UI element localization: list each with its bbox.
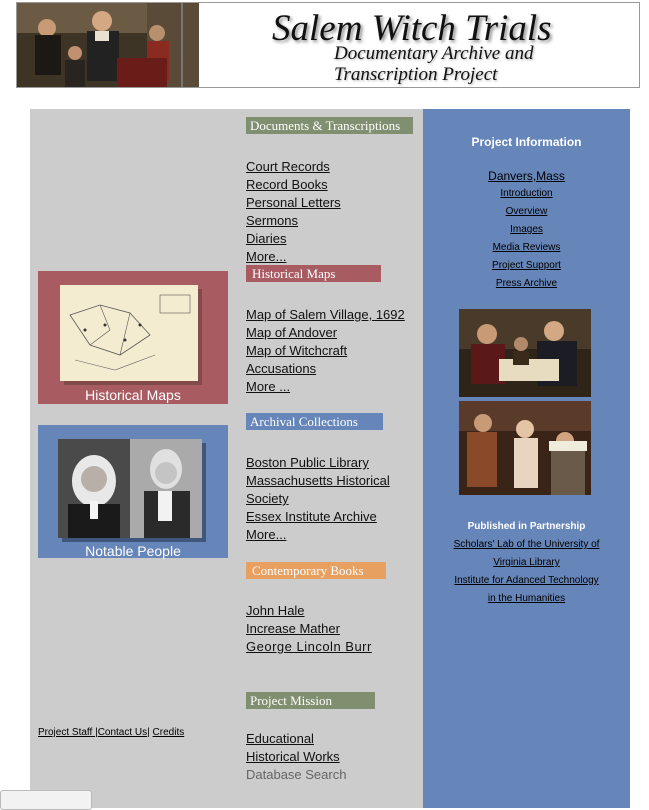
mission-link-list bbox=[246, 730, 346, 784]
increase-mather-link[interactable]: Increase Mather bbox=[246, 621, 340, 636]
notable-people-tile[interactable] bbox=[38, 425, 228, 558]
maps-link-list bbox=[246, 306, 405, 396]
contact-us-link[interactable]: Contact Us bbox=[97, 727, 148, 738]
map-andover-link[interactable]: Map of Andover bbox=[246, 325, 338, 340]
archival-more-link[interactable]: More... bbox=[246, 527, 287, 542]
historical-works-link[interactable]: Historical Works bbox=[246, 749, 340, 764]
header-painting-image bbox=[17, 3, 199, 87]
massachusetts-historical-link[interactable]: Massachusetts Historical bbox=[246, 473, 390, 488]
footer-separator: | bbox=[95, 727, 98, 738]
court-records-link[interactable]: Court Records bbox=[246, 159, 330, 174]
project-info-links bbox=[423, 167, 630, 293]
essex-institute-link[interactable]: Essex Institute Archive bbox=[246, 509, 377, 524]
virginia-library-link[interactable]: Virginia Library bbox=[493, 557, 560, 568]
sermons-link[interactable]: Sermons bbox=[246, 213, 299, 228]
accusation-painting-image bbox=[459, 401, 591, 495]
humanities-link[interactable]: in the Humanities bbox=[487, 593, 566, 604]
site-title: Salem Witch Trials bbox=[272, 8, 552, 49]
site-header bbox=[16, 2, 640, 88]
personal-letters-link[interactable]: Personal Letters bbox=[246, 195, 341, 210]
trial-painting-image bbox=[459, 309, 591, 397]
images-link[interactable]: Images bbox=[510, 224, 543, 235]
diaries-link[interactable]: Diaries bbox=[246, 231, 287, 246]
historical-maps-tile[interactable] bbox=[38, 271, 228, 404]
overview-link[interactable]: Overview bbox=[505, 206, 548, 217]
mission-section-header: Project Mission bbox=[246, 692, 375, 709]
books-section-header: Contemporary Books bbox=[246, 562, 386, 579]
maps-section-header: Historical Maps bbox=[246, 265, 381, 282]
horizontal-scrollbar[interactable] bbox=[0, 790, 92, 810]
books-link-list bbox=[246, 602, 372, 656]
press-archive-link[interactable]: Press Archive bbox=[495, 278, 558, 289]
project-support-link[interactable]: Project Support bbox=[492, 260, 561, 271]
george-lincoln-burr-link[interactable]: George Lincoln Burr bbox=[246, 639, 372, 654]
archival-section-header: Archival Collections bbox=[246, 413, 383, 430]
project-information-title: Project Information bbox=[471, 135, 582, 149]
archival-link-list bbox=[246, 454, 390, 544]
notable-people-caption[interactable]: Notable People bbox=[85, 543, 181, 559]
record-books-link[interactable]: Record Books bbox=[246, 177, 328, 192]
credits-link[interactable]: Credits bbox=[152, 727, 185, 738]
documents-link-list bbox=[246, 158, 341, 266]
database-search-text: Database Search bbox=[246, 767, 347, 782]
partnership-title: Published in Partnership bbox=[467, 521, 586, 532]
portraits-thumbnail-image bbox=[58, 439, 206, 542]
documents-more-link[interactable]: More... bbox=[246, 249, 287, 264]
educational-link[interactable]: Educational bbox=[246, 731, 314, 746]
introduction-link[interactable]: Introduction bbox=[500, 188, 553, 199]
site-subtitle-line1: Documentary Archive and bbox=[334, 43, 534, 64]
accusations-link[interactable]: Accusations bbox=[246, 361, 317, 376]
society-link[interactable]: Society bbox=[246, 491, 289, 506]
footer-separator: | bbox=[147, 727, 150, 738]
project-staff-link[interactable]: Project Staff bbox=[38, 727, 96, 738]
map-thumbnail-image bbox=[60, 285, 202, 385]
john-hale-link[interactable]: John Hale bbox=[246, 603, 305, 618]
documents-section-header: Documents & Transcriptions bbox=[246, 117, 413, 134]
iath-link[interactable]: Institute for Adanced Technology bbox=[454, 575, 599, 586]
scholars-lab-link[interactable]: Scholars' Lab of the University of bbox=[453, 539, 600, 550]
historical-maps-caption[interactable]: Historical Maps bbox=[85, 387, 181, 403]
media-reviews-link[interactable]: Media Reviews bbox=[492, 242, 561, 253]
danvers-mass-link[interactable]: Danvers,Mass bbox=[488, 169, 565, 183]
site-subtitle-line2: Transcription Project bbox=[334, 64, 498, 85]
partnership-section bbox=[423, 518, 630, 608]
maps-more-link[interactable]: More ... bbox=[246, 379, 291, 394]
footer-links bbox=[38, 727, 184, 738]
map-salem-village-link[interactable]: Map of Salem Village, 1692 bbox=[246, 307, 405, 322]
boston-public-library-link[interactable]: Boston Public Library bbox=[246, 455, 369, 470]
map-witchcraft-link[interactable]: Map of Witchcraft bbox=[246, 343, 348, 358]
